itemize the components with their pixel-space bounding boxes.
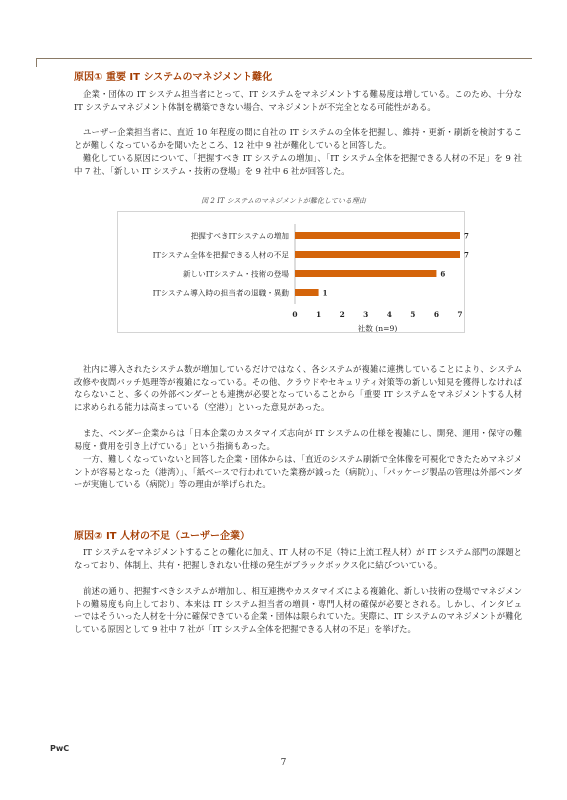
chart-data-label: 7 [464, 231, 469, 241]
chart-tick-label: 4 [386, 310, 392, 319]
chart-tick-label: 3 [363, 310, 369, 319]
bar-chart-svg [118, 212, 469, 333]
chart-data-label: 7 [464, 250, 469, 260]
paragraph: 難化している原因について、「把握すべき IT システムの増加」、「IT システム全体を把握できる人材の不足」を 9 社中 7 社、「新しい IT システム・技術の登場」を 9 社中 6 社が回答した。 [74, 153, 522, 176]
chart-data-label: 6 [440, 269, 446, 279]
chart-category-label: ITシステム導入時の担当者の退職・異動 [152, 288, 289, 298]
chart-category-label: 新しいITシステム・技術の登場 [182, 269, 289, 279]
paragraph: 社内に導入されたシステム数が増加しているだけではなく、各システムが複雑に連携していることにより、システム改修や夜間バッチ処理等が複雑になっている。その他、クラウドやセキュリティ対策等の新しい知見を獲得しなければならないこと、多くの外部ベンダーとも連携が必要となっていることから「重要 IT システムをマネジメントする人材に求められる能力は高まっている（空港）」といった意見があった。 [74, 364, 522, 412]
chart-tick-label: 1 [315, 310, 322, 319]
chart-x-axis-label: 社数 (n=9) [357, 324, 398, 333]
chart-tick-label: 5 [410, 310, 416, 319]
paragraph: IT システムをマネジメントすることの難化に加え、IT 人材の不足（特に上流工程人材）が IT システム部門の課題となっており、体制上、共有・把握しきれない仕様の発生がブラックボックス化に結びついている。 [74, 547, 522, 570]
chart-tick-label: 6 [433, 310, 440, 319]
chart-tick-label: 0 [292, 310, 298, 319]
page-number: 7 [280, 758, 287, 768]
chart-bar [295, 270, 436, 277]
chart-tick-label: 7 [457, 310, 463, 319]
chart-bar [295, 289, 319, 296]
chart-category-label: 把握すべきITシステムの増加 [190, 231, 289, 241]
bar-chart [117, 211, 469, 333]
chart-tick-label: 2 [339, 310, 345, 319]
figure-caption: 図 2 IT システムのマネジメントが難化している理由 [201, 197, 366, 205]
paragraph: ユーザー企業担当者に、直近 10 年程度の間に自社の IT システムの全体を把握し、維持・更新・刷新を検討することが難しくなっているかを聞いたところ、12 社中 9 社が難化していると回答した。 [74, 127, 522, 150]
section-heading-cause-1: 原因① 重要 IT システムのマネジメント難化 [74, 72, 273, 83]
footer-brand: PwC [50, 744, 70, 753]
paragraph: 前述の通り、把握すべきシステムが増加し、相互連携やカスタマイズによる複雑化、新しい技術の登場でマネジメントの難易度も向上しており、本来は IT システム担当者の増員・専門人材の確保が必要とされる。しかし、インタビューではそういった人材を十分に確保できている企業・団体は限られていた。実際に、IT システムのマネジメントが難化している原因として 9 社中 7 社が「IT システム全体を把握できる人材の不足」を挙げた。 [74, 586, 522, 634]
chart-bar [295, 232, 460, 239]
page-top-rule [36, 58, 532, 67]
paragraph: また、ベンダー企業からは「日本企業のカスタマイズ志向が IT システムの仕様を複雑にし、開発、運用・保守の難易度・費用を引き上げている」という指摘もあった。 [74, 428, 522, 451]
section-heading-cause-2: 原因② IT 人材の不足（ユーザー企業） [74, 531, 250, 542]
paragraph: 企業・団体の IT システム担当者にとって、IT システムをマネジメントする難易度は増している。このため、十分な IT システムマネジメント体制を構築できない場合、マネジメントが不完全となる可能性がある。 [74, 89, 522, 112]
chart-data-label: 1 [322, 288, 328, 298]
paragraph: 一方、難しくなっていないと回答した企業・団体からは、「直近のシステム刷新で全体像を可視化できたためマネジメントが容易となった（港湾）」、「紙ベースで行われていた業務が減った（病院）」、「パッケージ製品の管理は外部ベンダーが実施している（病院）」等の理由が挙げられた。 [74, 454, 522, 490]
chart-category-label: ITシステム全体を把握できる人材の不足 [152, 250, 289, 260]
chart-bar [295, 251, 460, 258]
